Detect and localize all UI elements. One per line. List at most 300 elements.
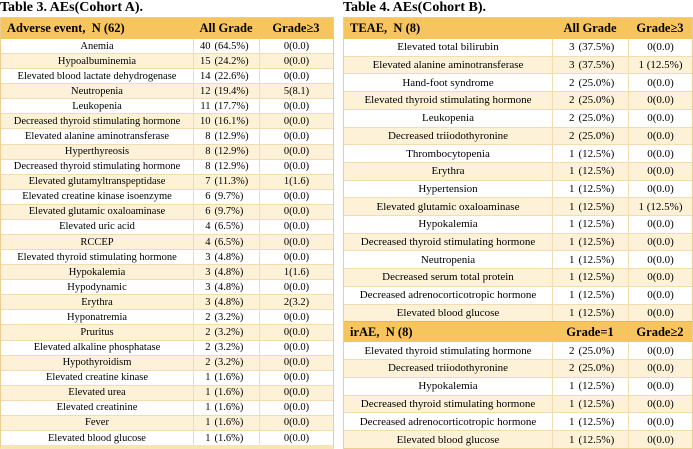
table-row [344, 56, 692, 74]
count-value: 1 [569, 433, 575, 446]
table4-header-all-grade: All Grade [563, 21, 617, 35]
percent-value: (25.0%) [578, 112, 615, 125]
cell-all-grade [193, 341, 259, 355]
cell-high-grade: 0(0.0) [259, 341, 333, 355]
count-value: 10 [200, 115, 211, 127]
cell-event-name: Decreased thyroid stimulating hormone [13, 115, 181, 127]
cell-high-grade: 0(0.0) [628, 163, 692, 180]
percent-value: (3.2%) [214, 357, 244, 369]
count-value: 1 [205, 372, 211, 384]
cell-event-name: Decreased thyroid stimulating hormone [360, 236, 536, 249]
percent-value: (4.8%) [214, 266, 244, 278]
percent-value: (12.5%) [578, 182, 615, 195]
cell-all-grade [552, 234, 628, 251]
table4-header-grade2: Grade≥2 [636, 324, 684, 339]
cell-high-grade: 0(0.0) [259, 250, 333, 264]
cell-all-grade [193, 310, 259, 324]
percent-value: (25.0%) [578, 94, 615, 107]
cell-high-grade: 1 (12.5%) [628, 198, 692, 215]
cell-event-name: Erythra [81, 296, 113, 308]
table-row [1, 98, 333, 113]
table-row [344, 430, 692, 448]
percent-value: (12.5%) [578, 397, 615, 410]
cell-all-grade [552, 251, 628, 268]
count-value: 1 [569, 147, 575, 160]
cell-all-grade [193, 280, 259, 294]
cell-all-grade [552, 431, 628, 448]
cell-event-name: Neutropenia [420, 253, 476, 266]
cell-event-name: Thrombocytopenia [406, 147, 490, 160]
table3-header-grade3: Grade≥3 [272, 21, 320, 35]
percent-value: (12.5%) [578, 200, 615, 213]
cell-all-grade [193, 175, 259, 189]
count-value: 15 [200, 55, 211, 67]
cell-high-grade: 0(0.0) [259, 235, 333, 249]
count-value: 2 [569, 76, 575, 89]
cell-high-grade: 0(0.0) [259, 54, 333, 68]
table4-header-grade3: Grade≥3 [636, 21, 684, 35]
cell-all-grade [552, 57, 628, 74]
table-row [344, 215, 692, 233]
cell-high-grade: 0(0.0) [628, 251, 692, 268]
cell-all-grade [552, 305, 628, 322]
cell-high-grade: 0(0.0) [628, 128, 692, 145]
cell-high-grade: 0(0.0) [628, 287, 692, 304]
percent-value: (12.5%) [578, 271, 615, 284]
cell-all-grade [193, 356, 259, 370]
table-row [1, 370, 333, 385]
table-row [1, 234, 333, 249]
count-value: 8 [205, 131, 211, 142]
cell-event-name: Hypokalemia [418, 218, 478, 231]
percent-value: (9.7%) [214, 191, 244, 203]
count-value: 1 [569, 289, 575, 302]
table4-title: Table 4. AEs(Cohort B). [343, 0, 487, 15]
cell-all-grade [193, 99, 259, 113]
cell-high-grade: 0(0.0) [628, 145, 692, 162]
table-row [1, 294, 333, 309]
count-value: 2 [205, 327, 211, 339]
percent-value: (12.5%) [578, 289, 615, 302]
table-row [1, 385, 333, 400]
percent-value: (12.5%) [578, 306, 615, 319]
cell-high-grade: 0(0.0) [259, 190, 333, 204]
percent-value: (12.5%) [578, 433, 615, 446]
cell-all-grade [552, 378, 628, 395]
table-row [344, 127, 692, 145]
count-value: 1 [569, 200, 575, 213]
cell-all-grade [552, 128, 628, 145]
cell-event-name: Elevated blood glucose [48, 432, 146, 444]
percent-value: (25.0%) [578, 129, 615, 142]
cell-event-name: Decreased adrenocorticotropic hormone [359, 415, 537, 428]
count-value: 3 [205, 251, 211, 263]
cell-all-grade [552, 74, 628, 91]
count-value: 1 [205, 402, 211, 414]
cell-high-grade: 0(0.0) [259, 280, 333, 294]
count-value: 11 [200, 100, 211, 112]
table-row [344, 91, 692, 109]
table-row [1, 219, 333, 234]
table-row [1, 83, 333, 98]
percent-value: (12.5%) [578, 253, 615, 266]
cell-event-name: Elevated creatinine [56, 402, 138, 414]
cell-high-grade: 0(0.0) [259, 160, 333, 174]
cell-event-name: Hand-foot syndrome [402, 76, 494, 89]
percent-value: (12.5%) [578, 218, 615, 231]
count-value: 1 [569, 182, 575, 195]
table4-irae-rows [344, 342, 692, 448]
count-value: 14 [200, 70, 211, 82]
count-value: 2 [569, 362, 575, 375]
cell-high-grade: 0(0.0) [259, 416, 333, 430]
cell-event-name: Decreased triiodothyronine [387, 362, 509, 375]
percent-value: (12.9%) [214, 131, 249, 142]
count-value: 2 [569, 129, 575, 142]
cell-all-grade [193, 371, 259, 385]
cell-high-grade: 0(0.0) [259, 220, 333, 234]
cell-event-name: Elevated blood glucose [396, 306, 500, 319]
cell-all-grade [552, 216, 628, 233]
cell-all-grade [552, 198, 628, 215]
cell-high-grade: 0(0.0) [628, 110, 692, 127]
percent-value: (12.5%) [578, 380, 615, 393]
percent-value: (12.5%) [578, 147, 615, 160]
cell-all-grade [193, 145, 259, 159]
table-row [344, 377, 692, 395]
cell-high-grade: 0(0.0) [259, 145, 333, 159]
cell-all-grade [193, 205, 259, 219]
cell-high-grade: 0(0.0) [259, 325, 333, 339]
count-value: 1 [569, 165, 575, 178]
cell-high-grade: 0(0.0) [628, 39, 692, 56]
percent-value: (25.0%) [578, 362, 615, 375]
cell-event-name: Elevated thyroid stimulating hormone [364, 344, 532, 357]
cell-event-name: Elevated creatine kinase isoenzyme [22, 191, 172, 203]
table4-teae-header-row [344, 18, 692, 39]
table-row [1, 264, 333, 279]
cell-high-grade: 0(0.0) [628, 216, 692, 233]
cell-all-grade [552, 413, 628, 430]
cell-all-grade [193, 431, 259, 445]
cell-event-name: Decreased triiodothyronine [387, 129, 509, 142]
cell-high-grade: 0(0.0) [259, 69, 333, 83]
cell-event-name: Elevated glutamic oxaloaminase [28, 206, 166, 218]
table-row [344, 412, 692, 430]
count-value: 3 [205, 281, 211, 293]
cell-high-grade: 1(1.6) [259, 265, 333, 279]
table-row [1, 249, 333, 264]
percent-value: (4.8%) [214, 296, 244, 308]
cell-event-name: Elevated urea [68, 387, 126, 399]
table-row [344, 250, 692, 268]
percent-value: (19.4%) [214, 85, 249, 97]
table4-irae-header-row [344, 321, 692, 342]
percent-value: (12.9%) [214, 146, 249, 158]
count-value: 6 [205, 206, 211, 218]
cell-event-name: Hyponatremia [66, 311, 128, 323]
table-row [344, 233, 692, 251]
cell-all-grade [552, 92, 628, 109]
table-row [344, 73, 692, 91]
cell-event-name: Hypokalemia [418, 380, 478, 393]
percent-value: (1.6%) [214, 372, 244, 384]
cell-event-name: Erythra [431, 165, 465, 178]
table-row [344, 304, 692, 322]
table-row [1, 39, 333, 53]
table-row [1, 400, 333, 415]
cell-event-name: Elevated thyroid stimulating hormone [17, 251, 177, 263]
table4-cohort-b [343, 0, 693, 449]
table-row [1, 415, 333, 430]
cell-high-grade: 0(0.0) [259, 356, 333, 370]
percent-value: (12.5%) [578, 415, 615, 428]
cell-high-grade: 0(0.0) [628, 431, 692, 448]
table-row [344, 39, 692, 56]
count-value: 40 [200, 40, 211, 52]
table-row [1, 113, 333, 128]
percent-value: (16.1%) [214, 115, 249, 127]
percent-value: (1.6%) [214, 417, 244, 429]
cell-high-grade: 0(0.0) [259, 114, 333, 128]
cell-all-grade [193, 235, 259, 249]
table3-header-all-grade: All Grade [199, 21, 253, 35]
count-value: 1 [569, 253, 575, 266]
cell-high-grade: 1 (12.5%) [628, 57, 692, 74]
cell-high-grade: 0(0.0) [259, 39, 333, 53]
count-value: 3 [569, 41, 575, 54]
count-value: 2 [569, 112, 575, 125]
table-row [1, 309, 333, 324]
table-row [344, 109, 692, 127]
table-row [344, 286, 692, 304]
table-row [1, 174, 333, 189]
cell-event-name: RCCEP [80, 236, 114, 248]
count-value: 1 [569, 218, 575, 231]
percent-value: (12.5%) [578, 165, 615, 178]
cell-high-grade: 0(0.0) [259, 310, 333, 324]
cell-high-grade: 0(0.0) [259, 386, 333, 400]
table-row [344, 395, 692, 413]
table-row [344, 144, 692, 162]
count-value: 2 [569, 94, 575, 107]
cell-event-name: Leukopenia [422, 112, 474, 125]
cell-event-name: Hypodynamic [67, 281, 127, 293]
cell-event-name: Hypertension [418, 182, 478, 195]
percent-value: (6.5%) [214, 236, 244, 248]
count-value: 3 [569, 59, 575, 72]
count-value: 6 [205, 191, 211, 203]
cell-high-grade: 5(8.1) [259, 84, 333, 98]
cell-event-name: Hypothyroidism [62, 357, 132, 369]
cell-high-grade: 0(0.0) [628, 74, 692, 91]
percent-value: (25.0%) [578, 344, 615, 357]
cell-all-grade [193, 84, 259, 98]
cell-event-name: Fever [85, 417, 109, 429]
count-value: 1 [569, 415, 575, 428]
count-value: 1 [569, 306, 575, 319]
cell-high-grade: 0(0.0) [628, 181, 692, 198]
cell-all-grade [193, 250, 259, 264]
cell-all-grade [552, 342, 628, 359]
cell-all-grade [193, 220, 259, 234]
count-value: 2 [205, 357, 211, 369]
table4-header-teae: TEAE, N (8) [350, 21, 421, 35]
cell-all-grade [552, 287, 628, 304]
percent-value: (37.5%) [578, 59, 615, 72]
table-row [1, 324, 333, 339]
cell-event-name: Elevated creatine kinase [45, 372, 149, 384]
cell-all-grade [552, 360, 628, 377]
cell-all-grade [552, 110, 628, 127]
table3-grid [0, 17, 334, 449]
count-value: 12 [200, 85, 211, 97]
cell-all-grade [193, 190, 259, 204]
percent-value: (22.6%) [214, 70, 249, 82]
cell-event-name: Hyperthyreosis [64, 146, 130, 158]
percent-value: (12.5%) [578, 236, 615, 249]
cell-high-grade: 1(1.6) [259, 175, 333, 189]
table-row [1, 159, 333, 174]
percent-value: (25.0%) [578, 76, 615, 89]
table4-grid [343, 17, 693, 449]
cell-all-grade [193, 54, 259, 68]
percent-value: (4.8%) [214, 281, 244, 293]
percent-value: (1.6%) [214, 387, 244, 399]
cell-event-name: Decreased thyroid stimulating hormone [13, 161, 181, 173]
cell-event-name: Elevated alkaline phosphatase [33, 342, 161, 354]
cell-high-grade: 0(0.0) [259, 401, 333, 415]
cell-event-name: Elevated thyroid stimulating hormone [364, 94, 532, 107]
percent-value: (24.2%) [214, 55, 249, 67]
cell-high-grade: 0(0.0) [628, 360, 692, 377]
count-value: 1 [205, 417, 211, 429]
table-row [1, 128, 333, 143]
cell-all-grade [552, 181, 628, 198]
percent-value: (64.5%) [214, 40, 249, 52]
cell-event-name: Decreased serum total protein [382, 271, 514, 284]
count-value: 3 [205, 266, 211, 278]
table-row [1, 279, 333, 294]
percent-value: (3.2%) [214, 327, 244, 339]
table4-header-irae: irAE, N (8) [350, 324, 413, 339]
table-row [344, 162, 692, 180]
cell-event-name: Anemia [80, 40, 114, 52]
cell-high-grade: 0(0.0) [628, 396, 692, 413]
table-row [1, 189, 333, 204]
percent-value: (6.5%) [214, 221, 244, 233]
cell-event-name: Elevated blood lactate dehydrogenase [17, 70, 177, 82]
cell-all-grade [193, 325, 259, 339]
cell-high-grade: 0(0.0) [628, 269, 692, 286]
table3-header-adverse-event: Adverse event, N (62) [7, 21, 125, 35]
count-value: 2 [569, 344, 575, 357]
cell-all-grade [193, 295, 259, 309]
cell-all-grade [193, 386, 259, 400]
table-row [1, 144, 333, 159]
percent-value: (3.2%) [214, 342, 244, 354]
cell-event-name: Neutropenia [71, 85, 123, 97]
percent-value: (17.7%) [214, 100, 249, 112]
cell-high-grade: 0(0.0) [259, 129, 333, 143]
count-value: 3 [205, 296, 211, 308]
percent-value: (3.2%) [214, 311, 244, 323]
cell-high-grade: 0(0.0) [259, 431, 333, 445]
cell-event-name: Pruritus [80, 327, 114, 339]
table4-teae-rows [344, 39, 692, 321]
percent-value: (37.5%) [578, 41, 615, 54]
table-row [1, 53, 333, 68]
cell-high-grade: 0(0.0) [259, 371, 333, 385]
cell-all-grade [552, 163, 628, 180]
table-row [1, 355, 333, 370]
table-row [344, 180, 692, 198]
cell-high-grade: 0(0.0) [628, 342, 692, 359]
cell-event-name: Decreased adrenocorticotropic hormone [359, 289, 537, 302]
cell-high-grade: 0(0.0) [259, 205, 333, 219]
count-value: 8 [205, 161, 211, 173]
table-row [1, 204, 333, 219]
percent-value: (11.3%) [214, 176, 249, 188]
table3-title: Table 3. AEs(Cohort A). [0, 0, 144, 15]
percent-value: (1.6%) [214, 432, 244, 444]
cell-all-grade [193, 69, 259, 83]
table4-header-grade1: Grade=1 [566, 324, 614, 339]
count-value: 4 [205, 236, 211, 248]
cell-event-name: Hypoalbuminemia [57, 55, 137, 67]
cell-event-name: Elevated glutamic oxaloaminase [376, 200, 520, 213]
cell-high-grade: 0(0.0) [628, 378, 692, 395]
percent-value: (4.8%) [214, 251, 244, 263]
cell-event-name: Elevated uric acid [59, 221, 135, 233]
table3-header-row [1, 18, 333, 39]
cell-all-grade [193, 114, 259, 128]
cell-high-grade: 0(0.0) [628, 92, 692, 109]
count-value: 2 [205, 342, 211, 354]
table-row [344, 197, 692, 215]
table-row [344, 359, 692, 377]
cell-all-grade [193, 401, 259, 415]
count-value: 1 [569, 397, 575, 410]
percent-value: (1.6%) [214, 402, 244, 414]
cell-event-name: Elevated blood glucose [396, 433, 500, 446]
cell-all-grade [552, 269, 628, 286]
count-value: 1 [569, 236, 575, 249]
percent-value: (9.7%) [214, 206, 244, 218]
cell-high-grade: 0(0.0) [259, 99, 333, 113]
table-row [1, 340, 333, 355]
cell-event-name: Elevated alanine aminotransferase [372, 59, 524, 72]
table-row [344, 342, 692, 359]
count-value: 1 [205, 432, 211, 444]
cell-all-grade [193, 129, 259, 143]
cell-event-name: Elevated glutamyltranspeptidase [28, 176, 166, 188]
count-value: 4 [205, 221, 211, 233]
cell-all-grade [193, 160, 259, 174]
cell-all-grade [193, 416, 259, 430]
count-value: 1 [205, 387, 211, 399]
cell-event-name: Elevated total bilirubin [397, 41, 499, 54]
count-value: 1 [569, 271, 575, 284]
table3-rows [1, 39, 333, 445]
cell-all-grade [552, 39, 628, 56]
percent-value: (12.9%) [214, 161, 249, 173]
count-value: 2 [205, 311, 211, 323]
count-value: 1 [569, 380, 575, 393]
count-value: 7 [205, 176, 211, 188]
cell-high-grade: 2(3.2) [259, 295, 333, 309]
table-row [1, 430, 333, 445]
